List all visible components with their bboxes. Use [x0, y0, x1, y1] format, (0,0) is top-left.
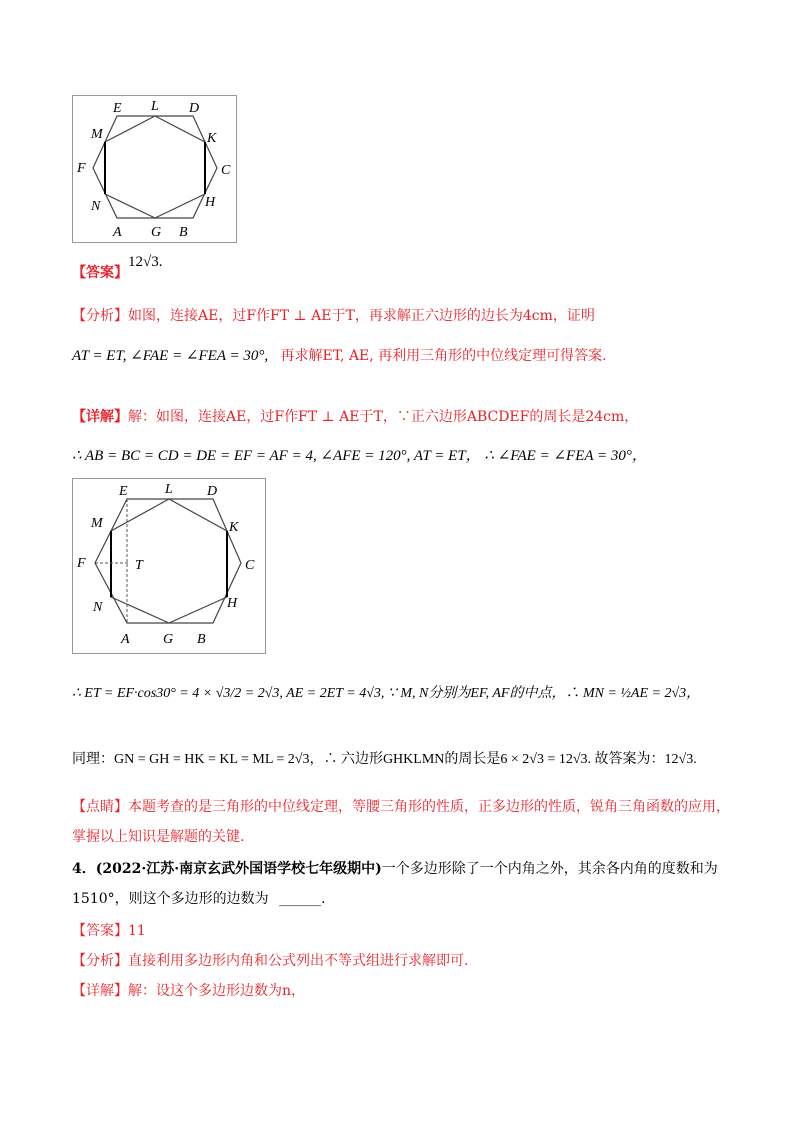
answer-tag: 【答案】: [72, 265, 128, 281]
analysis-line-2: [72, 345, 607, 365]
label-F: F: [77, 161, 86, 176]
label-L: L: [151, 99, 159, 114]
label-G: G: [151, 225, 162, 240]
question-number: 4．: [72, 861, 96, 877]
label-M: M: [91, 127, 103, 142]
label2-H: H: [227, 596, 238, 611]
label-N: N: [91, 199, 101, 214]
point-tag: 【点睛】: [72, 799, 128, 815]
detail-4-text: 解：设这个多边形边数为n，: [128, 983, 306, 999]
answer-4-value: 11: [128, 923, 146, 939]
label-A: A: [113, 225, 122, 240]
point-line-2: 掌握以上知识是解题的关键.: [72, 829, 245, 845]
label2-T: T: [135, 558, 143, 573]
analysis-tag: 【分析】: [72, 308, 128, 324]
answer-4: [72, 920, 146, 940]
analysis-4: [72, 950, 468, 970]
analysis-4-text: 直接利用多边形内角和公式列出不等式组进行求解即可.: [128, 953, 469, 969]
point-line-1: [72, 796, 730, 816]
label2-N: N: [93, 600, 103, 615]
label2-C: C: [245, 558, 255, 573]
analysis-4-tag: 【分析】: [72, 953, 128, 969]
analysis-line-1: [72, 305, 595, 325]
detail-4-tag: 【详解】: [72, 983, 128, 999]
label-H: H: [205, 195, 216, 210]
question-4-line-1: [72, 858, 718, 878]
label2-M: M: [91, 516, 103, 531]
hexagon-figure-2: [72, 478, 266, 654]
label2-D: D: [207, 484, 218, 499]
hexagon-figure-1: [72, 95, 237, 243]
answer-value: 12√3.: [128, 254, 163, 270]
answer-4-tag: 【答案】: [72, 923, 128, 939]
detail-tag: 【详解】: [72, 409, 128, 425]
label-C: C: [221, 163, 231, 178]
detail-4: [72, 980, 305, 1000]
question-blank: ______: [279, 891, 322, 907]
label2-L: L: [165, 482, 173, 497]
analysis-math: AT = ET, ∠FAE = ∠FEA = 30°,: [72, 348, 269, 364]
label-E: E: [113, 101, 122, 116]
detail-line-1: [72, 406, 638, 426]
question-source: (2022·江苏·南京玄武外国语学校七年级期中): [95, 861, 382, 877]
label-D: D: [189, 101, 200, 116]
label2-F: F: [77, 556, 86, 571]
analysis-text-1: 如图，连接AE，过F作FT ⊥ AE于T，再求解正六边形的边长为4cm，证明: [128, 308, 595, 324]
question-4-line-2: [72, 888, 326, 908]
detail-line-2: ∴ AB = BC = CD = DE = EF = AF = 4, ∠AFE = 120°, AT = ET， ∴ ∠FAE = ∠FEA = 30°，: [72, 448, 647, 464]
label2-G: G: [163, 632, 174, 647]
detail-text-1: 解：如图，连接AE，过F作FT ⊥ AE于T，∵正六边形ABCDEF的周长是24cm，: [128, 409, 639, 425]
detail-line-4: 同理：GN = GH = HK = KL = ML = 2√3，∴ 六边形GHKLMN的周长是6 × 2√3 = 12√3. 故答案为：12√3.: [72, 752, 697, 767]
label2-E: E: [119, 484, 128, 499]
label2-K: K: [229, 520, 239, 535]
question-end: .: [321, 891, 326, 907]
label2-B: B: [197, 632, 206, 647]
analysis-text-2: 再求解ET, AE, 再利用三角形的中位线定理可得答案.: [280, 348, 607, 364]
label2-A: A: [121, 632, 130, 647]
label-K: K: [207, 131, 217, 146]
detail-line-3: ∴ ET = EF·cos30° = 4 × √3/2 = 2√3, AE = 2ET = 4√3, ∵ M, N分别为EF, AF的中点，∴ MN = ½AE = 2√3，: [72, 686, 701, 701]
question-text-2: 1510°，则这个多边形的边数为: [72, 891, 269, 907]
point-text-1: 本题考查的是三角形的中位线定理，等腰三角形的性质，正多边形的性质，锐角三角函数的应用，: [128, 799, 730, 815]
label-B: B: [179, 225, 188, 240]
question-text-1: 一个多边形除了一个内角之外，其余各内角的度数和为: [381, 861, 718, 877]
